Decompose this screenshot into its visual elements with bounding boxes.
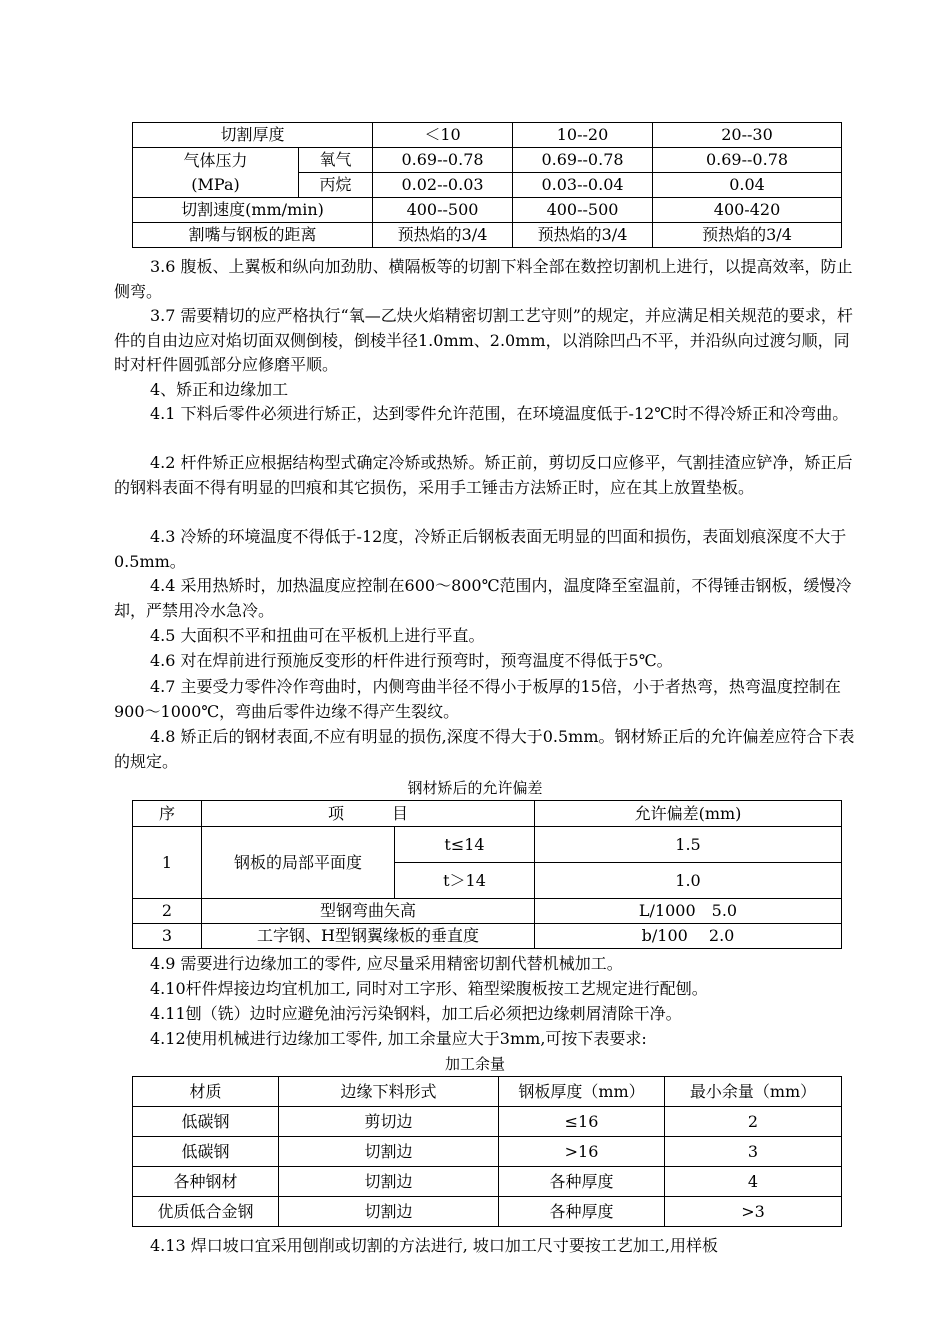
table-cell: 0.69--0.78 <box>373 148 513 173</box>
table-row <box>133 148 842 173</box>
gas-pressure-unit: (MPa) <box>191 174 240 194</box>
table-cell: 0.69--0.78 <box>513 148 653 173</box>
cutting-parameters-table <box>132 122 842 248</box>
gas-pressure-label: 气体压力 <box>183 150 248 170</box>
table-row <box>133 198 842 223</box>
table-cell: 0.02--0.03 <box>373 173 513 198</box>
paragraph-4-13: 4.13 焊口坡口宜采用刨削或切割的方法进行, 坡口加工尺寸要按工艺加工,用样板 <box>150 1236 718 1255</box>
paragraph-4-2: 4.2 杆件矫正应根据结构型式确定冷矫或热矫。矫正前，剪切反口应修平，气割挂渣应铲净，矫正后的钢料表面不得有明显的凹痕和其它损伤，采用手工锤击方法矫正时，应在其上放置垫板。 <box>114 453 853 497</box>
table-cell: 切割厚度 <box>133 123 373 148</box>
table-cell: 切割边 <box>279 1137 499 1167</box>
table-row <box>133 1197 842 1227</box>
table-cell: 项 目 <box>202 801 535 827</box>
table-cell: 割嘴与钢板的距离 <box>133 223 373 248</box>
table-row <box>133 123 842 148</box>
table-row <box>133 223 842 248</box>
table-cell: 2 <box>133 899 202 924</box>
table-cell: ≤16 <box>499 1107 665 1137</box>
table-cell: 材质 <box>133 1077 279 1107</box>
paragraph-4-11: 4.11刨（铣）边时应避免油污污染钢料，加工后必须把边缘刺屑清除干净。 <box>150 1004 682 1023</box>
table-caption: 加工余量 <box>444 1055 505 1073</box>
paragraph-4-9: 4.9 需要进行边缘加工的零件, 应尽量采用精密切割代替机械加工。 <box>150 954 623 973</box>
table-cell: 允许偏差(mm) <box>535 801 842 827</box>
paragraph-3-6: 3.6 腹板、上翼板和纵向加劲肋、横隔板等的切割下料全部在数控切割机上进行，以提高效率，防止侧弯。 <box>114 257 853 301</box>
table-cell: 400--500 <box>513 198 653 223</box>
table-cell: 优质低合金钢 <box>133 1197 279 1227</box>
table-cell: 400--500 <box>373 198 513 223</box>
table-cell: 20--30 <box>653 123 842 148</box>
table-cell: 1.0 <box>535 863 842 899</box>
paragraph-4-8: 4.8 矫正后的钢材表面,不应有明显的损伤,深度不得大于0.5mm。钢材矫正后的允许偏差应符合下表的规定。 <box>114 727 855 771</box>
table-cell: b/100 2.0 <box>535 924 842 949</box>
table-row <box>133 924 842 949</box>
machining-allowance-table <box>132 1076 842 1227</box>
table-cell: 切割边 <box>279 1197 499 1227</box>
table-caption: 钢材矫后的允许偏差 <box>407 779 543 797</box>
table-cell: 低碳钢 <box>133 1137 279 1167</box>
table-cell: 丙烷 <box>299 173 373 198</box>
table-cell: L/1000 5.0 <box>535 899 842 924</box>
table-cell: 剪切边 <box>279 1107 499 1137</box>
table-cell: 切割边 <box>279 1167 499 1197</box>
paragraph-4-5: 4.5 大面积不平和扭曲可在平板机上进行平直。 <box>150 626 485 645</box>
table-cell: 1 <box>133 827 202 899</box>
paragraph-4-10: 4.10杆件焊接边均宜机加工, 同时对工字形、箱型梁腹板按工艺规定进行配刨。 <box>150 979 708 998</box>
table-cell: 边缘下料形式 <box>279 1077 499 1107</box>
table-cell: 预热焰的3/4 <box>513 223 653 248</box>
table-cell: 预热焰的3/4 <box>373 223 513 248</box>
table-cell: 1.5 <box>535 827 842 863</box>
table-row <box>133 1167 842 1197</box>
table-cell: 4 <box>665 1167 842 1197</box>
table-row <box>133 1137 842 1167</box>
table-row <box>133 827 842 863</box>
table-cell: 序 <box>133 801 202 827</box>
paragraph-4-7: 4.7 主要受力零件冷作弯曲时，内侧弯曲半径不得小于板厚的15倍，小于者热弯，热弯温度控制在900～1000℃，弯曲后零件边缘不得产生裂纹。 <box>114 677 841 721</box>
table-cell: 0.69--0.78 <box>653 148 842 173</box>
table-cell: 各种钢材 <box>133 1167 279 1197</box>
table-cell: t≤14 <box>395 827 535 863</box>
table-cell: >3 <box>665 1197 842 1227</box>
table-cell: 各种厚度 <box>499 1167 665 1197</box>
table-cell: 最小余量（mm） <box>665 1077 842 1107</box>
paragraph-4-3: 4.3 冷矫的环境温度不得低于-12度，冷矫正后钢板表面无明显的凹面和损伤，表面划痕深度不大于0.5mm。 <box>114 527 847 571</box>
gas-pressure-cell <box>133 148 299 198</box>
table-cell: 钢板的局部平面度 <box>202 827 395 899</box>
table-cell: 0.03--0.04 <box>513 173 653 198</box>
table-cell: 型钢弯曲矢高 <box>202 899 535 924</box>
table-row <box>133 801 842 827</box>
paragraph-4-6: 4.6 对在焊前进行预施反变形的杆件进行预弯时，预弯温度不得低于5℃。 <box>150 651 673 670</box>
table-cell: 400-420 <box>653 198 842 223</box>
deviation-table <box>132 800 842 949</box>
table-cell: 低碳钢 <box>133 1107 279 1137</box>
table-cell: 10--20 <box>513 123 653 148</box>
paragraph-4-4: 4.4 采用热矫时，加热温度应控制在600～800℃范围内，温度降至室温前，不得锤击钢板，缓慢冷却，严禁用冷水急冷。 <box>114 576 852 620</box>
section-heading: 4、矫正和边缘加工 <box>150 380 289 399</box>
table-cell: 3 <box>665 1137 842 1167</box>
table-row <box>133 1077 842 1107</box>
table-cell: >16 <box>499 1137 665 1167</box>
table-cell: 切割速度(mm/min) <box>133 198 373 223</box>
paragraph-4-12: 4.12使用机械进行边缘加工零件, 加工余量应大于3mm,可按下表要求: <box>150 1029 647 1048</box>
table-cell: ＜10 <box>373 123 513 148</box>
table-cell: 各种厚度 <box>499 1197 665 1227</box>
table-cell: 工字钢、H型钢翼缘板的垂直度 <box>202 924 535 949</box>
table-cell: 2 <box>665 1107 842 1137</box>
table-row <box>133 1107 842 1137</box>
table-cell: 预热焰的3/4 <box>653 223 842 248</box>
paragraph-4-1: 4.1 下料后零件必须进行矫正，达到零件允许范围，在环境温度低于-12℃时不得冷矫正和冷弯曲。 <box>150 404 849 423</box>
table-cell: 钢板厚度（mm） <box>499 1077 665 1107</box>
table-cell: 3 <box>133 924 202 949</box>
table-cell: 氧气 <box>299 148 373 173</box>
table-cell: 0.04 <box>653 173 842 198</box>
paragraph-3-7: 3.7 需要精切的应严格执行“氧—乙炔火焰精密切割工艺守则”的规定，并应满足相关规范的要求，杆件的自由边应对焰切面双侧倒棱，倒棱半径1.0mm、2.0mm，以消除凹凸不平，并沿纵向过渡匀顺，同时对杆件圆弧部分应修磨平顺。 <box>114 306 853 374</box>
table-row <box>133 899 842 924</box>
table-cell: t＞14 <box>395 863 535 899</box>
